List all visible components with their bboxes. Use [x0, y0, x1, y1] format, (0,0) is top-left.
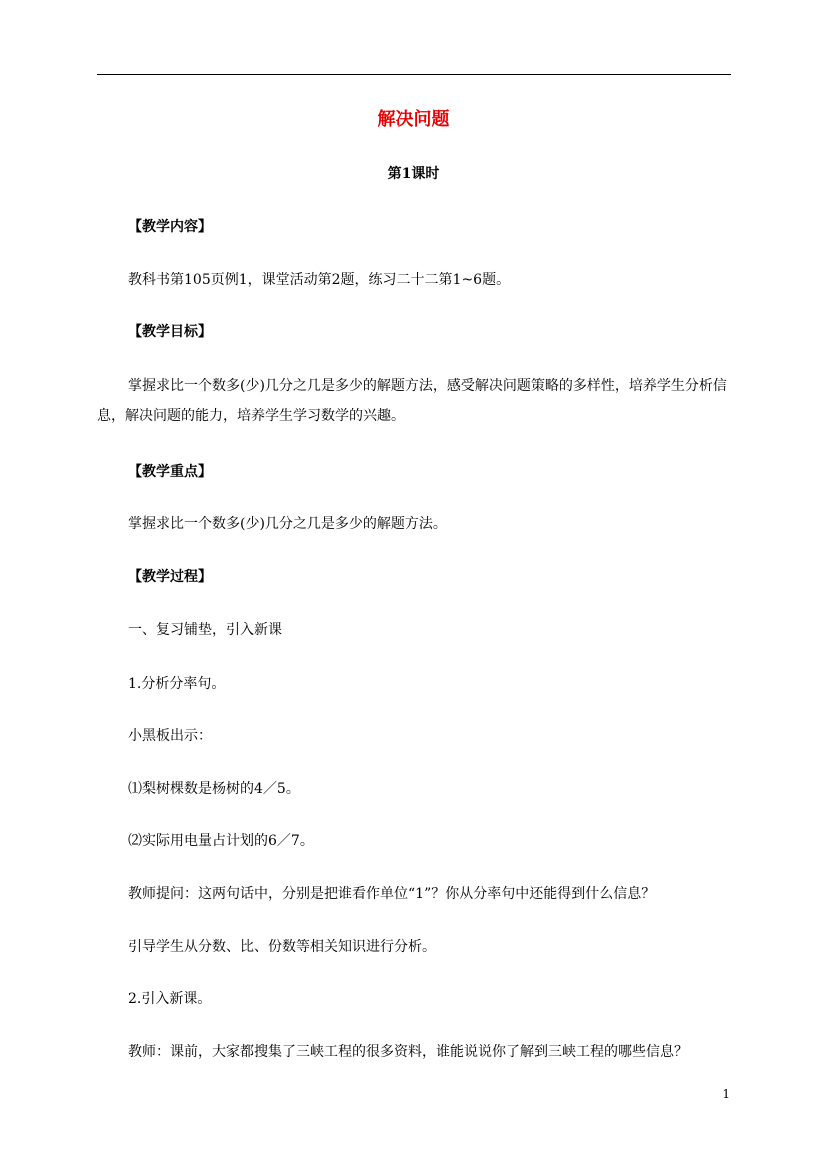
goal-paragraph: 掌握求比一个数多(少)几分之几是多少的解题方法，感受解决问题策略的多样性，培养学生分析信息，解决问题的能力，培养学生学习数学的兴趣。 — [97, 378, 727, 424]
item-one: 1.分析分率句。 — [128, 676, 226, 692]
heading-process: 【教学过程】 — [128, 569, 212, 585]
content-text: 教科书第105页例1，课堂活动第2题，练习二十二第1~6题。 — [128, 272, 511, 288]
item-two: 2.引入新课。 — [128, 991, 212, 1007]
heading-goal: 【教学目标】 — [128, 324, 212, 340]
page-number: 1 — [722, 1087, 730, 1101]
board-text: 小黑板出示： — [128, 728, 212, 744]
sentence-one: ⑴梨树棵数是杨树的4／5。 — [128, 781, 300, 797]
guide-text: 引导学生从分数、比、份数等相关知识进行分析。 — [128, 939, 436, 955]
heading-key: 【教学重点】 — [128, 464, 212, 480]
teacher-intro: 教师：课前，大家都搜集了三峡工程的很多资料，谁能说说你了解到三峡工程的哪些信息？ — [128, 1044, 688, 1060]
heading-content: 【教学内容】 — [128, 219, 212, 235]
teacher-question: 教师提问：这两句话中，分别是把谁看作单位“1”？你从分率句中还能得到什么信息？ — [128, 886, 656, 902]
sentence-two: ⑵实际用电量占计划的6／7。 — [128, 833, 314, 849]
lesson-subtitle: 第1课时 — [387, 166, 440, 182]
header-rule — [97, 74, 731, 75]
document-title: 解决问题 — [377, 109, 450, 130]
step-one: 一、复习铺垫，引入新课 — [128, 622, 282, 638]
key-text: 掌握求比一个数多(少)几分之几是多少的解题方法。 — [128, 516, 447, 532]
